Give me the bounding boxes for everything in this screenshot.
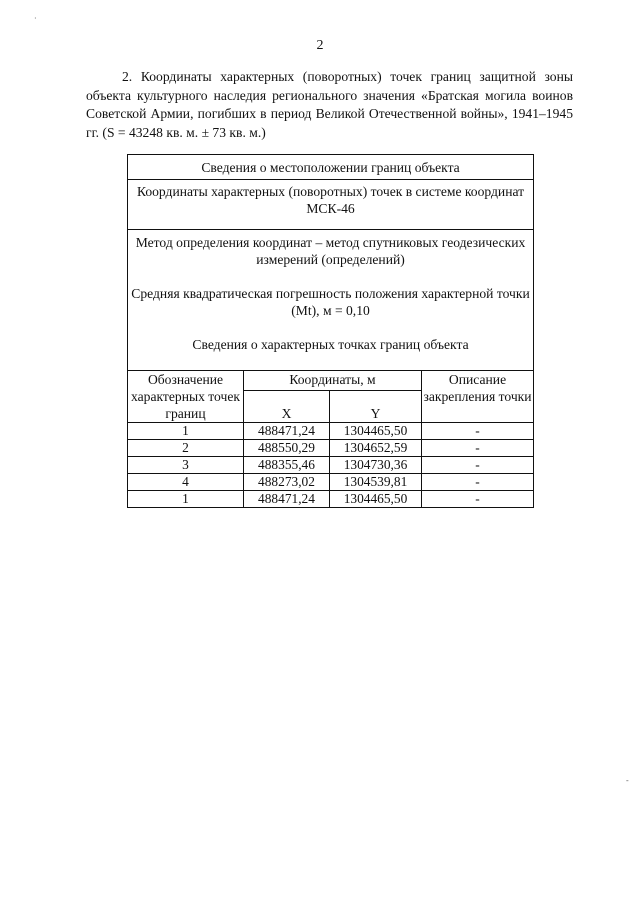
point-x: 488550,29 [244,440,330,457]
point-description: - [422,474,534,491]
column-header-y: Y [330,390,422,422]
point-y: 1304465,50 [330,423,422,440]
table-row [128,491,534,508]
point-number: 4 [128,474,244,491]
points-header: Сведения о характерных точках границ объекта [192,337,469,352]
method-text: Метод определения координат – метод спутниковых геодезических измерений (определений) [135,235,526,267]
coordinate-system-header: Координаты характерных (поворотных) точек в системе координат МСК-46 [128,180,534,230]
point-number: 2 [128,440,244,457]
page-number: 2 [316,38,324,53]
column-header-x: X [244,390,330,422]
point-description: - [422,423,534,440]
method-cell [128,230,534,371]
column-header-coordinates: Координаты, м [244,371,422,391]
point-x: 488273,02 [244,474,330,491]
point-y: 1304465,50 [330,491,422,508]
scan-mark-top: · [34,14,37,23]
column-header-designation: Обозначение характерных точек границ [128,371,244,423]
intro-text: 2. Координаты характерных (поворотных) точек границ защитной зоны объекта культурного наследия регионального значения «Братская могила воинов Советской Армии, погибших в период Великой Отечественной войны», 1941–1945 гг. (S = 43248 кв. м. ± 73 кв. м.) [86,69,573,140]
intro-paragraph [86,68,573,142]
point-y: 1304652,59 [330,440,422,457]
point-y: 1304730,36 [330,457,422,474]
boundary-table [127,154,534,508]
point-number: 3 [128,457,244,474]
location-header: Сведения о местоположении границ объекта [128,155,534,180]
point-number: 1 [128,491,244,508]
point-number: 1 [128,423,244,440]
point-y: 1304539,81 [330,474,422,491]
table-row [128,457,534,474]
accuracy-text: Средняя квадратическая погрешность положения характерной точки (Mt), м = 0,10 [131,286,530,318]
point-description: - [422,440,534,457]
column-header-description: Описание закрепления точки [422,371,534,423]
table-row [128,474,534,491]
scan-mark-right: - [626,776,629,785]
table-row [128,440,534,457]
point-description: - [422,457,534,474]
point-x: 488355,46 [244,457,330,474]
point-x: 488471,24 [244,491,330,508]
point-x: 488471,24 [244,423,330,440]
point-description: - [422,491,534,508]
table-row [128,423,534,440]
